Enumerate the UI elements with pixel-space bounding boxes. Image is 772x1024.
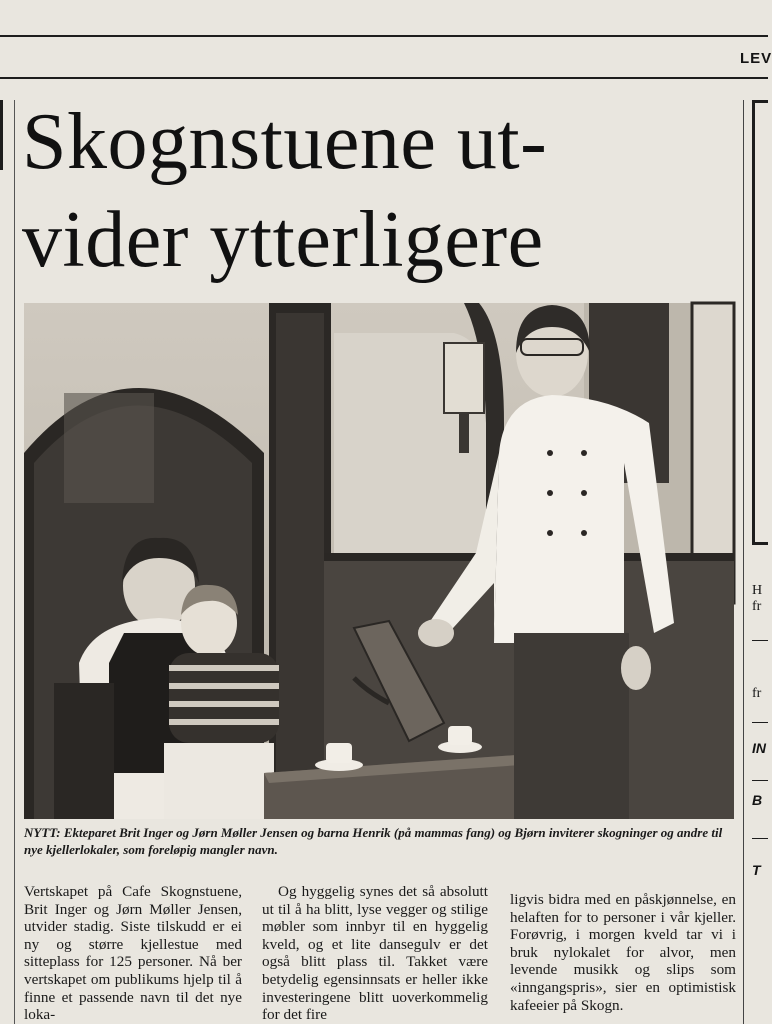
- adjacent-rule-3: [752, 780, 768, 781]
- adjacent-heading-3: T: [752, 862, 761, 878]
- top-border-rule: [0, 35, 768, 37]
- headline-line-1: Skognstuene ut-: [22, 98, 548, 186]
- adjacent-text-1: H: [752, 583, 763, 598]
- column-2-text: Og hyggelig synes det så absolutt ut til å ha blitt, lyse vegger og stilige møbler som innbyr til en hyggelig kveld, og et lite dansegulv er det også blitt plass til. Takket være betydelig egensinnsats er heller ikke investeringene blitt uoverkommelig for det fire: [262, 883, 488, 1024]
- adjacent-text-3: fr: [752, 686, 762, 701]
- header-underline-rule: [0, 77, 768, 79]
- column-3-text: ligvis bidra med en påskjønnelse, en helaften for to personer i vår kjeller. Forøvrig, i morgen kveld tar vi i bruk nylokalet for alvor, men levende musikk og slips som «inngangspris», sier en optimistisk kafeeier på Skogn.: [510, 891, 736, 1014]
- article-column-1: [24, 883, 242, 1024]
- article-column-2: [262, 883, 488, 1024]
- adjacent-heading-1: IN: [752, 740, 766, 756]
- adjacent-text-2: fr: [752, 599, 762, 614]
- photo-illustration: [24, 303, 734, 819]
- left-column-rule: [14, 100, 15, 1024]
- headline: [22, 96, 737, 286]
- adjacent-rule-4: [752, 838, 768, 839]
- adjacent-poster: [752, 100, 768, 545]
- article-photo: [24, 303, 734, 819]
- adjacent-rule-2: [752, 722, 768, 723]
- left-edge-mark: [0, 100, 3, 170]
- photo-caption: NYTT: Ekteparet Brit Inger og Jørn Møller Jensen og barna Henrik (på mammas fang) og Bjørn inviterer skogninger og andre til nye kjellerlokaler, som foreløpig mangler navn.: [24, 825, 723, 857]
- section-label: LEV: [740, 50, 772, 67]
- headline-line-2: vider ytterligere: [22, 196, 544, 284]
- article-column-3: [510, 891, 736, 1014]
- right-column-rule: [743, 100, 744, 1024]
- column-1-text: Vertskapet på Cafe Skognstuene, Brit Inger og Jørn Møller Jensen, utvider stadig. Siste tilskudd er ei ny og større kjellestue med sitteplass for 125 personer. Nå ber vertskapet om publikums hjelp til å finne et passende navn til det nye loka-: [24, 883, 242, 1024]
- adjacent-rule-1: [752, 640, 768, 641]
- adjacent-heading-2: B: [752, 792, 763, 808]
